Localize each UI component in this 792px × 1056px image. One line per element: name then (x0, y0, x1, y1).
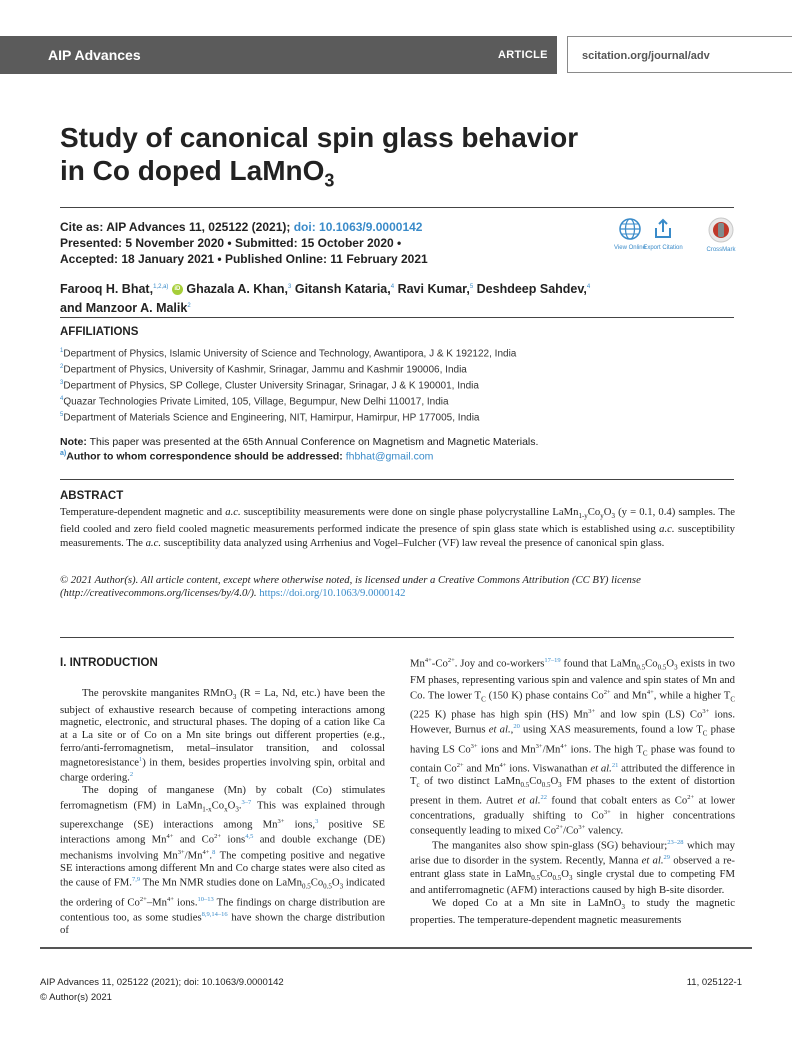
affiliation-item: $^2$Department of Physics, University of Kashmir, Srinagar, Jammu and Kashmir 190006, India (60, 364, 467, 376)
crossmark-icon (708, 217, 734, 243)
cite-prefix: Cite as: AIP Advances (60, 220, 189, 234)
abstract-bottom-rule (60, 637, 734, 638)
author-name[interactable]: and Manzoor A. Malik (60, 301, 188, 316)
affiliation-item: $^4$Quazar Technologies Private Limited, 105, Village, Begumpur, New Delhi 110017, India (60, 396, 449, 408)
abstract-heading: ABSTRACT (60, 490, 124, 502)
export-citation-label: Export Citation (643, 245, 683, 251)
paper-title (60, 121, 620, 198)
title-rule (60, 207, 734, 208)
affiliations-heading: AFFILIATIONS (60, 326, 139, 338)
orcid-icon[interactable]: iD (172, 284, 183, 295)
author-email-link[interactable]: fhbhat@gmail.com (345, 450, 434, 463)
affiliation-item: $^1$Department of Physics, Islamic University of Science and Technology, Awantipora, J & K 192122, India (60, 348, 517, 360)
title-line-2: in Co doped LaMnO (60, 155, 325, 186)
title-subscript: 3 (324, 170, 335, 191)
view-online-label: View Online (614, 245, 646, 251)
footer-copyright: © Author(s) 2021 (40, 992, 112, 1003)
author-affil-sup[interactable]: 3 (288, 284, 292, 290)
cite-volume: 11 (188, 220, 202, 234)
cite-doi-link[interactable]: doi: 10.1063/9.0000142 (293, 220, 423, 234)
author-name[interactable]: Gitansh Kataria, (294, 282, 391, 297)
author-name[interactable]: Ravi Kumar, (397, 282, 470, 297)
author-list (60, 279, 740, 317)
body-column-right: $Mn^{4+}-Co^{2+}$. Joy and co-workers$^{17-19}$ found that $LaMn_{0.5}Co_{0.5}O_3$ exists in two FM phases, representing various spin and valence and spin states of Mn and Co. The lower $T_C$ (150 K) phase contains $Co^{2+}$ and $Mn^{4+}$, while a higher $T_C$ (225 K) phase has high spin (HS) $Mn^{3+}$ and low spin (LS) $Co^{3+}$ ions. However, Burnus et al.,$^{20}$ using XAS measurements, found a low $T_C$ phase having LS $Co^{3+}$ ions and $Mn^{3+}/Mn^{4+}$ ions. The high $T_C$ phase was found to contain $Co^{2+}$ and $Mn^{4+}$ ions. Viswanathan et al.$^{21}$ attributed the difference in $T_c$ of two distinct $LaMn_{0.5}Co_{0.5}O_3$ FM phases to the extent of distortion present in them. Autret et al.$^{22}$ found that cobalt enters as $Co^{2+}$ at lower concentrations, gradually shifting to $Co^{3+}$ in higher concentrations consequently leading to mixed $Co^{2+}/Co^{3+}$ valency. The manganites also show spin-glass (SG) behaviour;$^{23-28}$ which may arise due to disorder in the system. Recently, Manna et al.$^{29}$ observed a re-entrant glass state in $LaMn_{0.5}Co_{0.5}O_3$ single crystal due to competing FM and antiferromagnetic (AFM) interactions caused by high B-site disorder. We doped Co at a Mn site in LaMnO$_3$ to study the magnetic properties. The temperature-dependent magnetic measurements (410, 657, 736, 926)
license-statement: © 2021 Author(s). All article content, except where otherwise noted, is licensed under a Creative Commons Attribution (CC BY) license (http://creativecommons.org/licenses/by/4.0/). https://doi.org/10.1063/9.0000142 (60, 574, 641, 600)
section-heading-introduction: I. INTRODUCTION (60, 657, 158, 669)
citation-block (60, 219, 428, 267)
author-affil-sup[interactable]: 1,2,a) (153, 284, 169, 290)
body-column-left: The perovskite manganites RMnO$_3$ (R = La, Nd, etc.) have been the subject of exhaustive research because of competing interactions among magnetic, electronic, and structural phases. The doping of a cation like Ca at a La site or of Co on a Mn site brings out different properties (e.g., ferro/anti-ferromagnetism, metal–insulator transition, and colossal magnetoresistance$^1$) in them, besides properties involving spin, orbital and charge ordering.$^2$ The doping of manganese (Mn) by cobalt (Co) stimulates ferromagnetism (FM) in $LaMn_{1-x}Co_xO_3.^{3-7}$ This was explained through superexchange (SE) interactions among $Mn^{3+}$ ions,$^3$ positive SE interactions among $Mn^{4+}$ and $Co^{2+}$ ions$^{4,5}$ and double exchange (DE) mechanisms involving $Mn^{3+}/Mn^{4+}.^8$ The competing positive and negative SE interactions among different Mn and Co charge states were also cited as the cause of FM.$^{7,9}$ The Mn NMR studies done on $LaMn_{0.5}Co_{0.5}O_3$ indicated the ordering of $Co^{2+}-Mn^{4+}$ ions.$^{10-13}$ The findings on charge distribution are contentious too, as some studies$^{8,9,14-16}$ have shown the charge distribution of (60, 687, 386, 936)
article-type-label: ARTICLE (498, 49, 548, 61)
cite-dates-line-2: Accepted: 18 January 2021 • Published Online: 11 February 2021 (60, 252, 428, 266)
author-name[interactable]: Farooq H. Bhat, (60, 282, 154, 297)
cite-dates-line-1: Presented: 5 November 2020 • Submitted: 15 October 2020 • (60, 236, 402, 250)
doi-link[interactable]: https://doi.org/10.1063/9.0000142 (259, 587, 406, 600)
cite-rest: , 025122 (2021); (201, 220, 291, 234)
affiliation-item: $^5$Department of Materials Science and Engineering, NIT, Hamirpur, Hamirpur, HP 177005, India (60, 412, 480, 424)
author-affil-sup[interactable]: 4 (390, 284, 395, 290)
crossmark-label: CrossMark (706, 247, 736, 253)
author-affil-sup[interactable]: 5 (469, 284, 474, 290)
author-name[interactable]: Deshdeep Sahdev, (476, 282, 587, 297)
export-icon (651, 217, 675, 241)
affiliation-item: $^3$Department of Physics, SP College, Cluster University Srinagar, Srinagar, J & K 190001, India (60, 380, 479, 392)
authors-rule (60, 317, 734, 318)
author-affil-sup[interactable]: 4 (586, 284, 591, 290)
conference-note: Note: This paper was presented at the 65th Annual Conference on Magnetism and Magnetic Materials. (60, 436, 539, 448)
title-line-1: Study of canonical spin glass behavior (60, 122, 579, 153)
journal-url-link[interactable]: scitation.org/journal/adv (582, 50, 710, 62)
footer-page-number: 11, 025122-1 (686, 977, 742, 988)
crossmark-button[interactable] (696, 217, 746, 253)
footer-rule (40, 947, 752, 949)
footer-citation: AIP Advances 11, 025122 (2021); doi: 10.1063/9.0000142 (40, 977, 284, 988)
journal-name[interactable]: AIP Advances (48, 47, 141, 63)
author-name[interactable]: Ghazala A. Khan, (186, 282, 289, 297)
export-citation-button[interactable] (638, 217, 688, 251)
abstract-text: Temperature-dependent magnetic and a.c. susceptibility measurements were done on single phase polycrystalline $LaMn_{1-y}Co_yO_3$ (y = 0.1, 0.4) samples. The field cooled and zero field cooled magnetic measurements performed indicate the presence of spin glass state which is established using a.c. susceptibility measurements. The a.c. susceptibility data analyzed using Arrhenius and Vogel–Fulcher (VF) law reveal the presence of canonical spin glass. (60, 506, 736, 549)
correspondence-note: $^{a)}$Author to whom correspondence should be addressed: fhbhat@gmail.com (60, 450, 434, 463)
abstract-top-rule (60, 479, 734, 480)
author-affil-sup[interactable]: 2 (187, 303, 191, 310)
